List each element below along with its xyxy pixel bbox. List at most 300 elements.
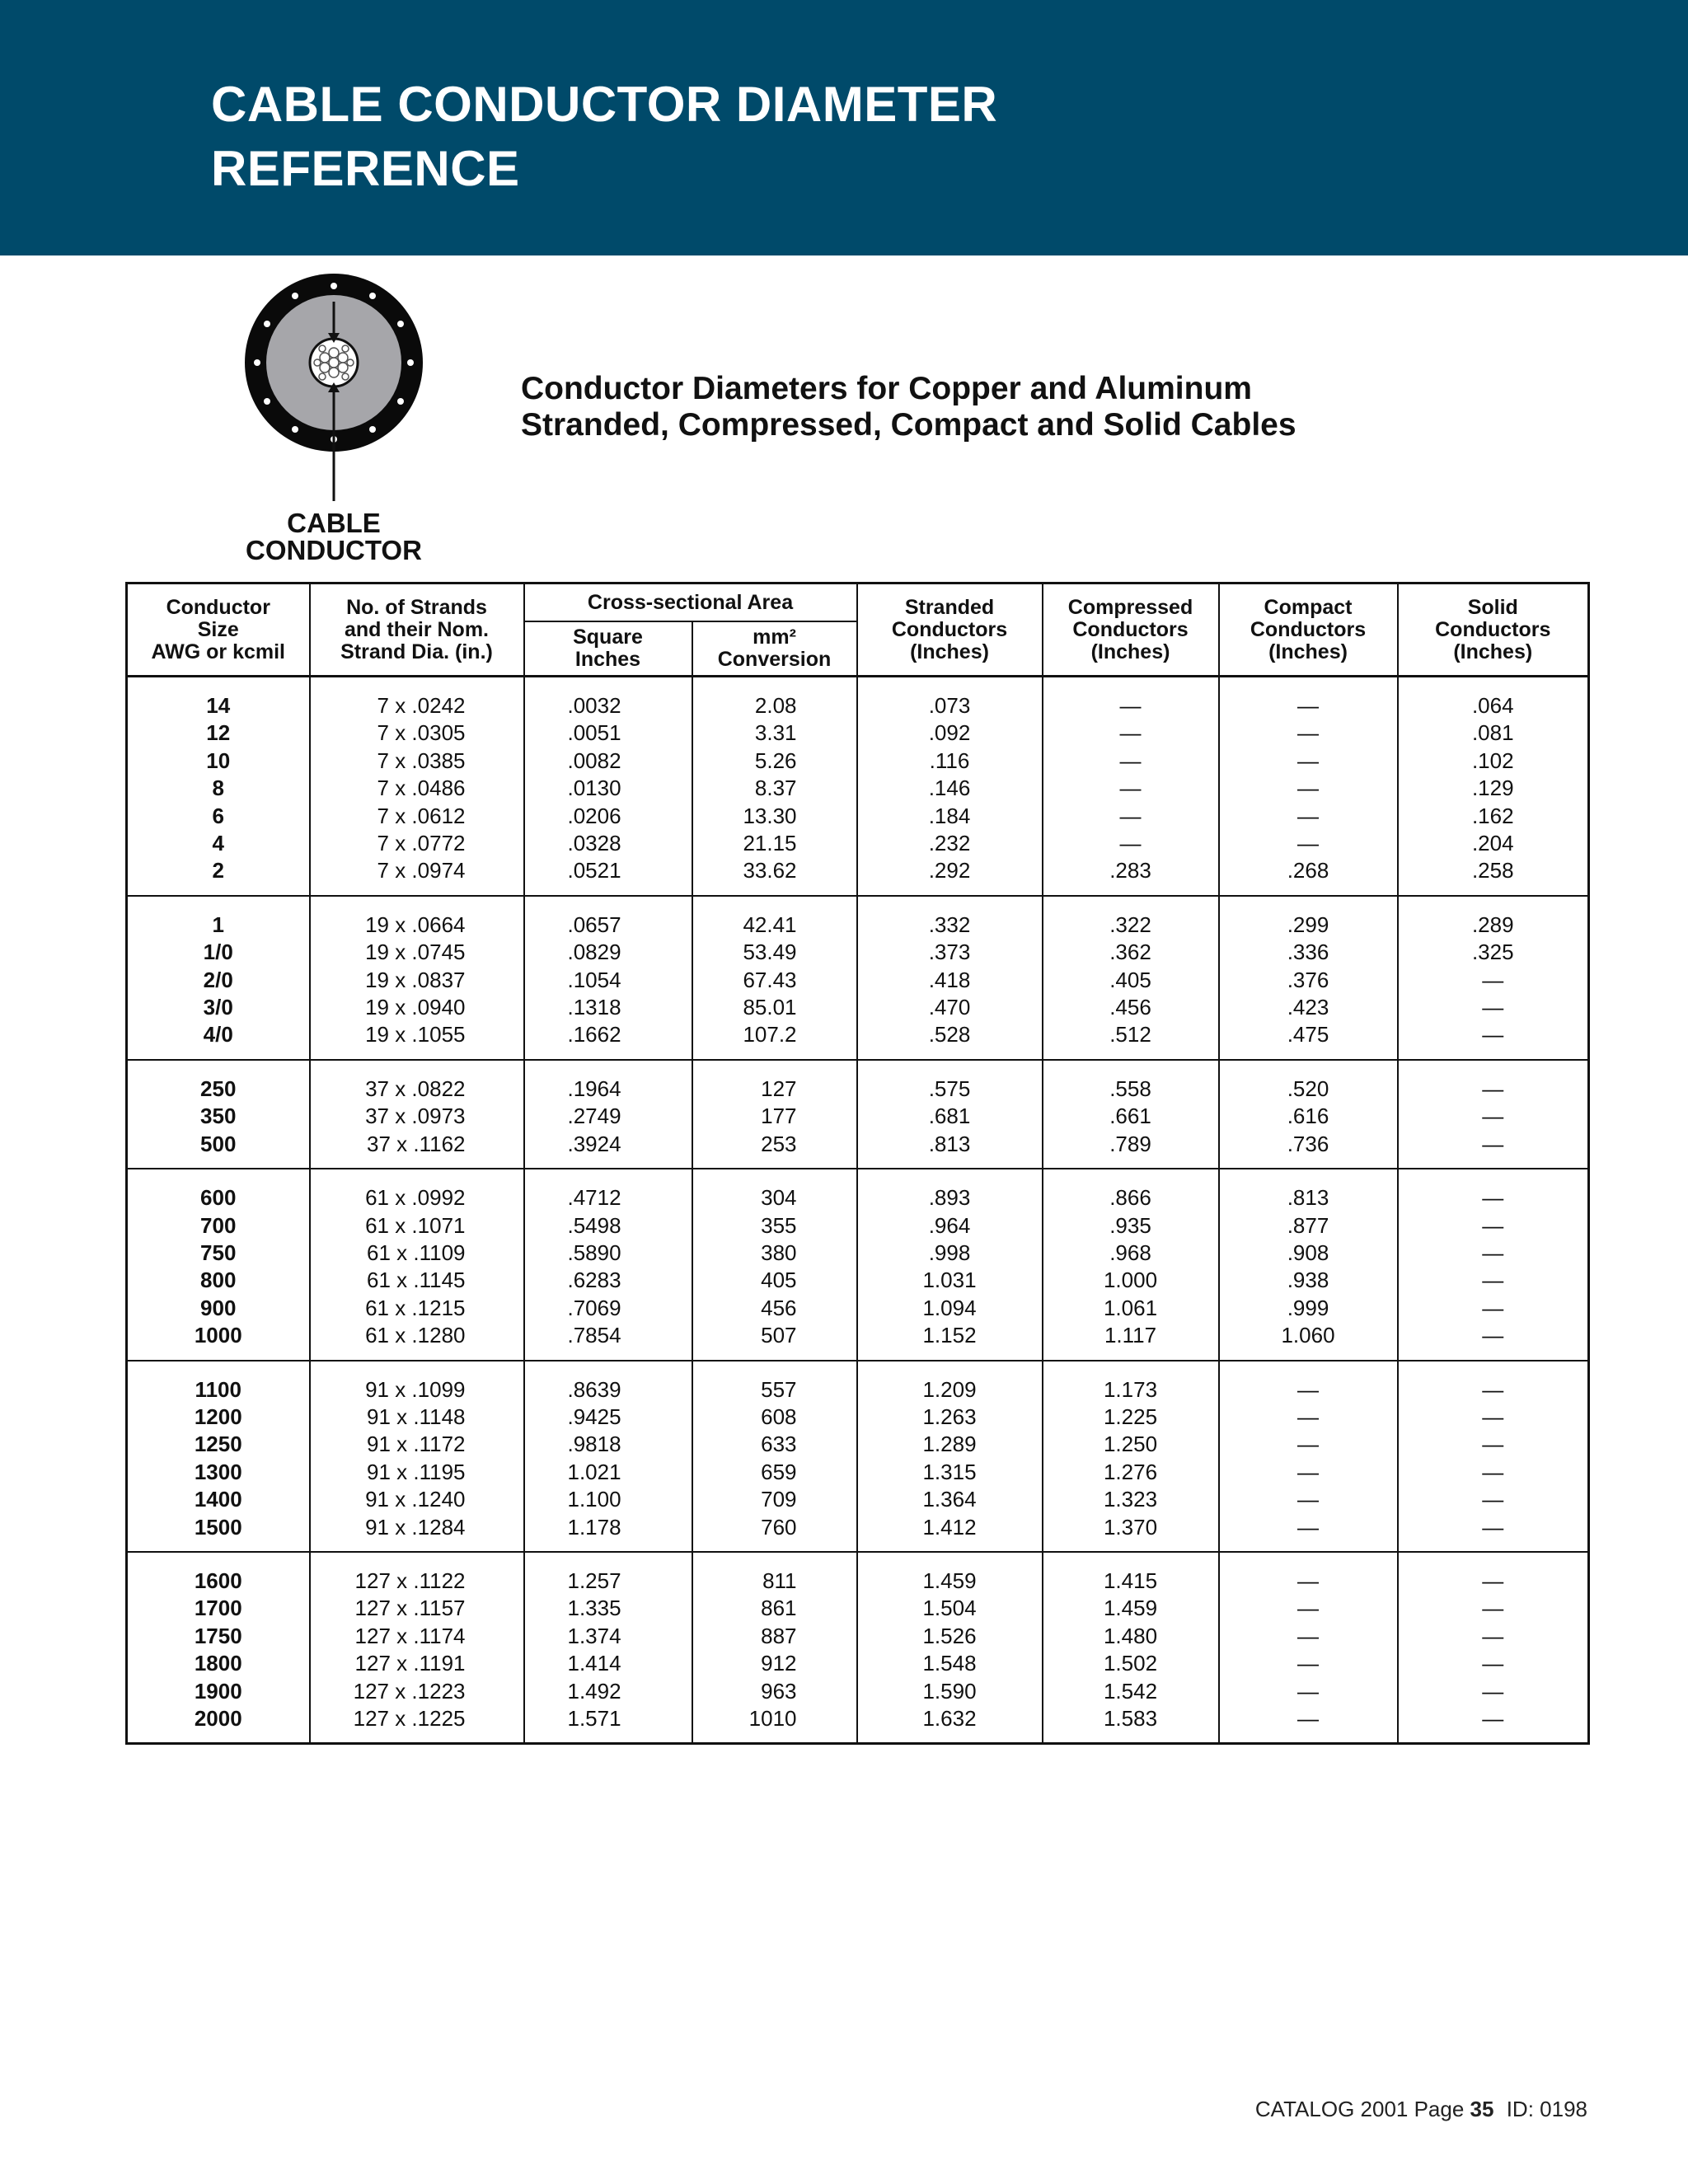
cell-value: .893 (928, 1185, 971, 1211)
mm2-cell (692, 896, 857, 1060)
cell-value: 1.548 (922, 1651, 977, 1676)
stranded-cell (857, 1060, 1043, 1169)
cell-value: 61 x .1109 (366, 1240, 466, 1265)
size-cell (127, 1169, 310, 1360)
header-solid: Solid Conductors (Inches) (1398, 583, 1589, 677)
solid-cell (1398, 1060, 1589, 1169)
cell-value: 2/0 (203, 967, 233, 992)
cell-value: .9818 (567, 1432, 621, 1457)
cell-value: — (1297, 1678, 1320, 1704)
row-group-127-strand (127, 1552, 1589, 1744)
compact-cell (1219, 1361, 1398, 1552)
square-inches-cell (524, 1060, 692, 1169)
size-cell (127, 1361, 310, 1552)
cell-value: .7854 (567, 1323, 621, 1348)
cell-value: — (1482, 1487, 1504, 1512)
cell-value: .938 (1287, 1268, 1329, 1293)
cell-value: .418 (928, 967, 971, 992)
cell-value: 91 x .1099 (365, 1376, 466, 1402)
cell-value: .405 (1109, 967, 1151, 992)
cell-value: 4 (212, 831, 224, 856)
cell-value: 5.26 (754, 748, 797, 773)
cell-value: 1300 (194, 1459, 242, 1484)
cell-value: 1 (212, 912, 224, 937)
cell-value: 1.571 (567, 1706, 621, 1731)
cell-value: .512 (1109, 1022, 1151, 1047)
cell-value: 1.502 (1103, 1651, 1158, 1676)
cell-value: .073 (928, 693, 971, 718)
cell-value: .0206 (567, 803, 621, 828)
cell-value: 1.480 (1103, 1623, 1158, 1648)
cell-value: 91 x .1195 (366, 1459, 466, 1484)
row-group-61-strand (127, 1169, 1589, 1360)
cell-value: 91 x .1240 (365, 1487, 466, 1512)
cell-value: 1.632 (922, 1706, 977, 1731)
compact-cell (1219, 1169, 1398, 1360)
cell-value: 85.01 (743, 995, 797, 1020)
cell-value: 253 (761, 1131, 797, 1156)
stranded-cell (857, 1361, 1043, 1552)
cell-value: .1318 (567, 995, 621, 1020)
cell-value: .232 (928, 831, 971, 856)
cell-value: — (1482, 1022, 1504, 1047)
cell-value: 1.335 (567, 1596, 621, 1621)
cell-value: — (1482, 1404, 1504, 1429)
compressed-cell (1043, 1169, 1219, 1360)
cell-value: 61 x .1215 (365, 1295, 466, 1320)
cell-value: .258 (1471, 858, 1514, 883)
mm2-cell (692, 1361, 857, 1552)
cell-value: 557 (761, 1376, 797, 1402)
cell-value: 700 (200, 1212, 237, 1238)
cell-value: .661 (1109, 1104, 1151, 1129)
cell-value: 887 (761, 1623, 797, 1648)
cell-value: — (1482, 1268, 1504, 1293)
cell-value: 1.178 (567, 1514, 621, 1540)
cell-value: .423 (1287, 995, 1329, 1020)
cell-value: 1.061 (1103, 1295, 1158, 1320)
row-group-awg-aught (127, 896, 1589, 1060)
cell-value: 1.276 (1103, 1459, 1158, 1484)
cell-value: 2 (212, 858, 224, 883)
cell-value: .0829 (567, 940, 621, 965)
cell-value: — (1482, 1131, 1504, 1156)
cell-value: 7 x .0974 (377, 858, 466, 883)
cell-value: 19 x .0745 (365, 940, 466, 965)
cell-value: .129 (1471, 776, 1514, 801)
cell-value: 1.117 (1104, 1323, 1157, 1348)
cell-value: 177 (761, 1104, 797, 1129)
strands-cell (310, 677, 524, 896)
cell-value: .968 (1109, 1240, 1151, 1265)
size-cell (127, 677, 310, 896)
compressed-cell (1043, 1060, 1219, 1169)
cell-value: — (1119, 776, 1142, 801)
cell-value: — (1119, 693, 1142, 718)
cell-value: 1.021 (567, 1459, 621, 1484)
cell-value: — (1482, 967, 1504, 992)
stranded-cell (857, 677, 1043, 896)
cell-value: .1662 (567, 1022, 621, 1047)
cell-value: 1250 (194, 1432, 242, 1457)
row-group-91-strand (127, 1361, 1589, 1552)
cell-value: 1100 (195, 1376, 241, 1402)
cell-value: .184 (928, 803, 971, 828)
cell-value: .456 (1109, 995, 1151, 1020)
cell-value: .102 (1471, 748, 1514, 773)
compact-cell (1219, 1060, 1398, 1169)
cell-value: 3.31 (754, 720, 797, 746)
cell-value: — (1297, 1432, 1320, 1457)
cell-value: — (1119, 748, 1142, 773)
strands-cell (310, 896, 524, 1060)
page-footer: CATALOG 2001 Page 35 ID: 0198 (1254, 2097, 1587, 2121)
cell-value: .0082 (567, 748, 621, 773)
cell-value: — (1482, 1514, 1504, 1540)
cell-value: 19 x .0837 (365, 967, 466, 992)
cell-value: 67.43 (743, 967, 797, 992)
cell-value: .299 (1287, 912, 1329, 937)
row-group-37-strand (127, 1060, 1589, 1169)
cell-value: 61 x .0992 (365, 1185, 466, 1211)
cell-value: 37 x .1162 (366, 1131, 466, 1156)
cell-value: .5890 (567, 1240, 621, 1265)
cell-value: .9425 (567, 1404, 621, 1429)
solid-cell (1398, 1552, 1589, 1744)
strands-cell (310, 1552, 524, 1744)
cell-value: 1.225 (1103, 1404, 1158, 1429)
cell-value: .116 (929, 748, 970, 773)
table-row (127, 1552, 1589, 1744)
cell-value: 61 x .1145 (366, 1268, 466, 1293)
header-stranded: Stranded Conductors (Inches) (857, 583, 1043, 677)
cell-value: 1.323 (1103, 1487, 1158, 1512)
square-inches-cell (524, 1361, 692, 1552)
cell-value: .0130 (567, 776, 621, 801)
cell-value: .813 (1287, 1185, 1329, 1211)
cell-value: .064 (1471, 693, 1514, 718)
mm2-cell (692, 1552, 857, 1744)
cell-value: 1.152 (922, 1323, 977, 1348)
cell-value: — (1482, 995, 1504, 1020)
cell-value: 14 (206, 693, 231, 718)
cell-value: 800 (200, 1268, 237, 1293)
stranded-cell (857, 896, 1043, 1060)
cell-value: 8.37 (754, 776, 797, 801)
compact-cell (1219, 677, 1398, 896)
solid-cell (1398, 1361, 1589, 1552)
cell-value: .146 (928, 776, 971, 801)
cell-value: .292 (928, 858, 971, 883)
cell-value: .3924 (567, 1131, 621, 1156)
cell-value: 127 x .1191 (354, 1651, 466, 1676)
cell-value: 107.2 (743, 1022, 797, 1047)
cell-value: — (1482, 1295, 1504, 1320)
cell-value: 1.094 (922, 1295, 977, 1320)
cell-value: .4712 (567, 1185, 621, 1211)
cell-value: 1.364 (922, 1487, 977, 1512)
square-inches-cell (524, 1169, 692, 1360)
cell-value: 1010 (748, 1706, 797, 1731)
cell-value: .520 (1287, 1076, 1329, 1101)
cell-value: 2000 (194, 1706, 242, 1731)
cell-value: 10 (206, 748, 231, 773)
cell-value: — (1297, 1596, 1320, 1621)
cell-value: .5498 (567, 1212, 621, 1238)
header-mm2-conversion: mm² Conversion (692, 621, 857, 677)
solid-cell (1398, 1169, 1589, 1360)
cell-value: .736 (1287, 1131, 1329, 1156)
cell-value: 61 x .1280 (365, 1323, 466, 1348)
cell-value: 1.031 (922, 1268, 977, 1293)
cell-value: .575 (928, 1076, 971, 1101)
cell-value: .322 (1109, 912, 1151, 937)
cell-value: 304 (761, 1185, 797, 1211)
cell-value: 750 (200, 1240, 237, 1265)
cell-value: 1900 (194, 1678, 242, 1704)
cell-value: .362 (1109, 940, 1151, 965)
cell-value: 1.542 (1103, 1678, 1158, 1704)
stranded-cell (857, 1169, 1043, 1360)
square-inches-cell (524, 677, 692, 896)
compressed-cell (1043, 677, 1219, 896)
cell-value: 1.414 (567, 1651, 621, 1676)
cell-value: .789 (1109, 1131, 1151, 1156)
cell-value: 1750 (194, 1623, 242, 1648)
cell-value: 709 (761, 1487, 797, 1512)
cell-value: 1.315 (922, 1459, 977, 1484)
cell-value: — (1482, 1459, 1504, 1484)
cell-value: .877 (1287, 1212, 1329, 1238)
cell-value: — (1482, 1240, 1504, 1265)
cell-value: — (1297, 831, 1320, 856)
cell-value: — (1297, 1706, 1320, 1731)
square-inches-cell (524, 1552, 692, 1744)
header-compressed: Compressed Conductors (Inches) (1043, 583, 1219, 677)
header-banner (0, 0, 1688, 255)
cell-value: 1.100 (567, 1487, 621, 1512)
table-row (127, 1169, 1589, 1360)
cell-value: — (1297, 803, 1320, 828)
cell-value: 19 x .0664 (365, 912, 466, 937)
cell-value: — (1482, 1596, 1504, 1621)
cell-value: 127 (761, 1076, 797, 1101)
cell-value: 37 x .0822 (365, 1076, 466, 1101)
cell-value: .998 (928, 1240, 971, 1265)
cell-value: — (1482, 1323, 1504, 1348)
cell-value: — (1482, 1212, 1504, 1238)
cell-value: .325 (1471, 940, 1514, 965)
cell-value: .964 (928, 1212, 971, 1238)
cell-value: — (1297, 1459, 1320, 1484)
cell-value: 1.374 (567, 1623, 621, 1648)
cell-value: 12 (206, 720, 231, 746)
cell-value: .336 (1287, 940, 1329, 965)
cell-value: .935 (1109, 1212, 1151, 1238)
cell-value: — (1482, 1076, 1504, 1101)
page-title: CABLE CONDUCTOR DIAMETER REFERENCE (211, 77, 998, 196)
cell-value: 53.49 (743, 940, 797, 965)
cell-value: 861 (761, 1596, 797, 1621)
cell-value: — (1482, 1185, 1504, 1211)
cell-value: 1.459 (922, 1568, 977, 1593)
cell-value: 1.492 (567, 1678, 621, 1704)
diagram-caption: CABLE CONDUCTOR (246, 508, 422, 565)
cell-value: — (1297, 748, 1320, 773)
cell-value: .866 (1109, 1185, 1151, 1211)
compressed-cell (1043, 896, 1219, 1060)
table-row (127, 896, 1589, 1060)
solid-cell (1398, 677, 1589, 896)
cell-value: 1.590 (922, 1678, 977, 1704)
conductor-diameter-table (125, 582, 1590, 1745)
cell-value: 1.526 (922, 1623, 977, 1648)
cell-value: .6283 (567, 1268, 621, 1293)
cell-value: .081 (1471, 720, 1514, 746)
cell-value: 912 (761, 1651, 797, 1676)
strands-cell (310, 1361, 524, 1552)
cell-value: — (1297, 1568, 1320, 1593)
cell-value: 2.08 (754, 693, 797, 718)
cell-value: 1700 (194, 1596, 242, 1621)
cell-value: 13.30 (743, 803, 797, 828)
header-cross-sectional-area: Cross-sectional Area (524, 583, 857, 622)
cell-value: 1.459 (1103, 1596, 1158, 1621)
cable-cross-section-icon (239, 272, 429, 503)
compact-cell (1219, 896, 1398, 1060)
cell-value: 127 x .1174 (354, 1623, 466, 1648)
cell-value: 1800 (194, 1651, 242, 1676)
cell-value: — (1297, 1514, 1320, 1540)
mm2-cell (692, 1060, 857, 1169)
cell-value: .373 (928, 940, 971, 965)
table-row (127, 1060, 1589, 1169)
compressed-cell (1043, 1552, 1219, 1744)
cell-value: — (1482, 1678, 1504, 1704)
strands-cell (310, 1169, 524, 1360)
cell-value: 7 x .0305 (377, 720, 466, 746)
row-group-awg-small (127, 677, 1589, 896)
cell-value: .283 (1109, 858, 1151, 883)
cell-value: — (1482, 1376, 1504, 1402)
cell-value: .268 (1287, 858, 1329, 883)
cell-value: 500 (200, 1131, 237, 1156)
cell-value: 963 (761, 1678, 797, 1704)
cell-value: 1600 (194, 1568, 242, 1593)
cell-value: 127 x .1223 (353, 1678, 466, 1704)
cell-value: — (1482, 1706, 1504, 1731)
cell-value: 4/0 (203, 1022, 233, 1047)
cell-value: 33.62 (743, 858, 797, 883)
cell-value: .0032 (567, 693, 621, 718)
cell-value: .616 (1287, 1104, 1329, 1129)
cell-value: 760 (761, 1514, 797, 1540)
cell-value: — (1297, 693, 1320, 718)
table-row (127, 1361, 1589, 1552)
cell-value: .0521 (567, 858, 621, 883)
compressed-cell (1043, 1361, 1219, 1552)
cell-value: 1.250 (1103, 1432, 1158, 1457)
cell-value: 1.000 (1103, 1268, 1158, 1293)
cell-value: 1.060 (1281, 1323, 1335, 1348)
cell-value: 127 x .1157 (354, 1596, 466, 1621)
header-size: Conductor Size AWG or kcmil (127, 583, 310, 677)
cell-value: 37 x .0973 (365, 1104, 466, 1129)
cell-value: 21.15 (743, 831, 797, 856)
cell-value: 61 x .1071 (365, 1212, 466, 1238)
cell-value: 42.41 (743, 912, 797, 937)
cell-value: .999 (1287, 1295, 1329, 1320)
solid-cell (1398, 896, 1589, 1060)
mm2-cell (692, 1169, 857, 1360)
cell-value: — (1482, 1568, 1504, 1593)
cell-value: 19 x .1055 (365, 1022, 466, 1047)
cell-value: 91 x .1172 (366, 1432, 466, 1457)
cell-value: .528 (928, 1022, 971, 1047)
cell-value: 7 x .0242 (377, 693, 466, 718)
cell-value: — (1297, 1404, 1320, 1429)
cell-value: 608 (761, 1404, 797, 1429)
cell-value: — (1119, 831, 1142, 856)
cell-value: 7 x .0612 (377, 803, 466, 828)
square-inches-cell (524, 896, 692, 1060)
cell-value: 250 (200, 1076, 237, 1101)
cell-value: — (1297, 1651, 1320, 1676)
mm2-cell (692, 677, 857, 896)
cell-value: 1.504 (922, 1596, 977, 1621)
cell-value: 1400 (194, 1487, 242, 1512)
cell-value: .558 (1109, 1076, 1151, 1101)
cell-value: 7 x .0772 (377, 831, 466, 856)
table-row (127, 677, 1589, 896)
cell-value: 1500 (194, 1514, 242, 1540)
cell-value: 380 (761, 1240, 797, 1265)
compact-cell (1219, 1552, 1398, 1744)
cell-value: 1.289 (922, 1432, 977, 1457)
cell-value: 1200 (194, 1404, 242, 1429)
size-cell (127, 1060, 310, 1169)
cell-value: 456 (761, 1295, 797, 1320)
cell-value: .681 (928, 1104, 971, 1129)
table-subtitle: Conductor Diameters for Copper and Aluminum Stranded, Compressed, Compact and Solid Cables (521, 371, 1296, 443)
header-compact: Compact Conductors (Inches) (1219, 583, 1398, 677)
cell-value: .332 (928, 912, 971, 937)
cell-value: — (1297, 1623, 1320, 1648)
cell-value: 7 x .0385 (377, 748, 466, 773)
stranded-cell (857, 1552, 1043, 1744)
cell-value: 127 x .1122 (354, 1568, 466, 1593)
cell-value: 1.257 (567, 1568, 621, 1593)
cell-value: 3/0 (203, 995, 233, 1020)
cell-value: 1.412 (922, 1514, 977, 1540)
cell-value: .0328 (567, 831, 621, 856)
strands-cell (310, 1060, 524, 1169)
cell-value: .0051 (567, 720, 621, 746)
cell-value: — (1119, 720, 1142, 746)
cell-value: — (1297, 776, 1320, 801)
cell-value: 1.263 (922, 1404, 977, 1429)
cell-value: .204 (1471, 831, 1514, 856)
cell-value: 405 (761, 1268, 797, 1293)
cell-value: 1/0 (203, 940, 233, 965)
cell-value: — (1297, 1487, 1320, 1512)
cell-value: 6 (212, 803, 224, 828)
cell-value: .475 (1287, 1022, 1329, 1047)
cell-value: 355 (761, 1212, 797, 1238)
cell-value: 1.415 (1103, 1568, 1158, 1593)
cell-value: .289 (1471, 912, 1514, 937)
header-square-inches: Square Inches (524, 621, 692, 677)
